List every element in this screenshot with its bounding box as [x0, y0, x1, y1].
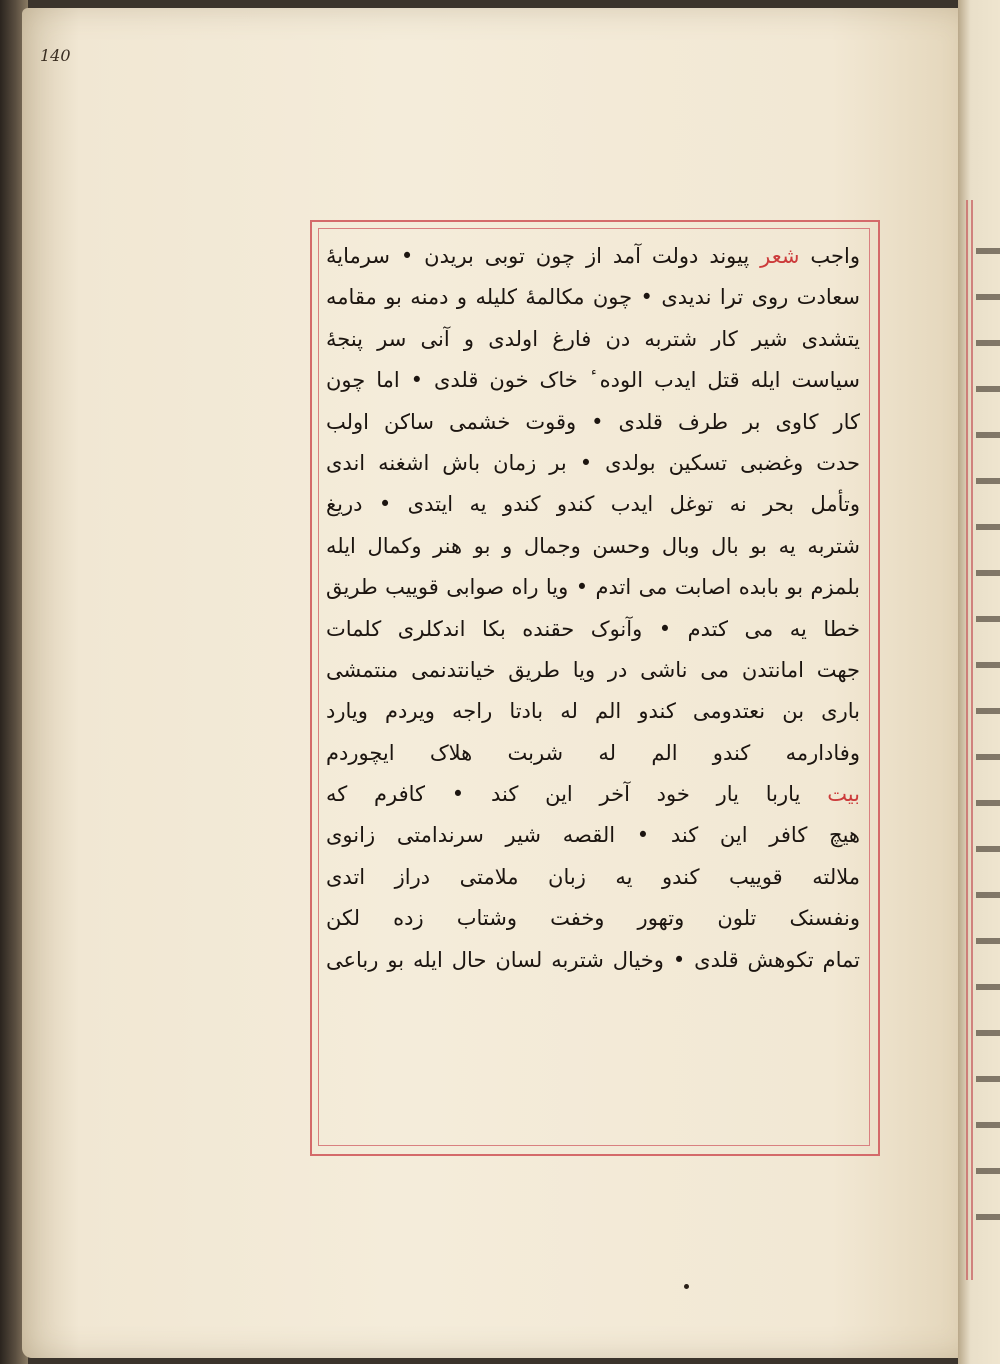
text-line: ملالته قوییب کندو یه زبان ملامتی دراز اتدی [326, 864, 860, 889]
text-line: کار کاوی بر طرف قلدی • وقوت خشمی ساکن اولب [326, 409, 860, 434]
rubric-heading: شعر [760, 244, 800, 268]
rubric-heading: بیت [827, 782, 860, 807]
text-line: باری بن نعتدومی کندو الم له بادتا راجه ویردم ویارد [326, 699, 860, 724]
text-line: خطا یه می کتدم • وآنوک حقنده بکا اندکلری کلمات [326, 616, 860, 641]
ink-speck [684, 1284, 689, 1289]
text-line: ونفسنک تلون وتهور وخفت وشتاب زده لکن [326, 906, 860, 931]
text-line: وتأمل بحر نه توغل ایدب کندو کندو یه ایتدی • دریغ [326, 492, 860, 517]
text-line: یتشدی شیر کار شتربه دن فارغ اولدی و آنی سر پنجهٔ [326, 326, 860, 351]
text-line: واجب شعر پیوند دولت آمد از چون توبی بریدن • سرمایهٔ [326, 244, 860, 268]
text-line: تمام تکوهش قلدی • وخیال شتربه لسان حال ایله بو رباعی [326, 947, 860, 972]
text-line: بلمزم بو بابده اصابت مى اتدم • ويا راه صوابی قوییب طریق [326, 575, 860, 600]
manuscript-text-block [326, 236, 860, 1136]
text-line: سعادت روی ترا ندیدی • چون مکالمهٔ کلیله و دمنه بو مقامه [326, 285, 860, 310]
text-line: جهت امانتدن می ناشی در ویا طریق خیانتدنمی منتمشی [326, 657, 860, 682]
text-line: سیاست ایله قتل ایدب الوده ٔ خاک خون قلدی • اما چون [326, 368, 860, 393]
facing-page-rule [971, 200, 973, 1280]
facing-page-edge [958, 0, 1000, 1364]
text-line: بیت یاربا یار خود آخر این کند • کافرم که [326, 782, 860, 807]
text-line: شتربه یه بو بال وبال وحسن وجمال و بو هنر وکمال ایله [326, 533, 860, 558]
facing-page-rule [966, 200, 968, 1280]
facing-page-text [976, 220, 1000, 1260]
text-line: وفادارمه کندو الم له شربت هلاک ایچوردم [326, 740, 860, 765]
text-line: حدت وغضبی تسکین بولدی • بر زمان باش اشغنه اندی [326, 450, 860, 475]
text-line: هیچ کافر این کند • القصه شیر سرندامتی زانوی [326, 823, 860, 848]
folio-number: 140 [40, 46, 71, 65]
